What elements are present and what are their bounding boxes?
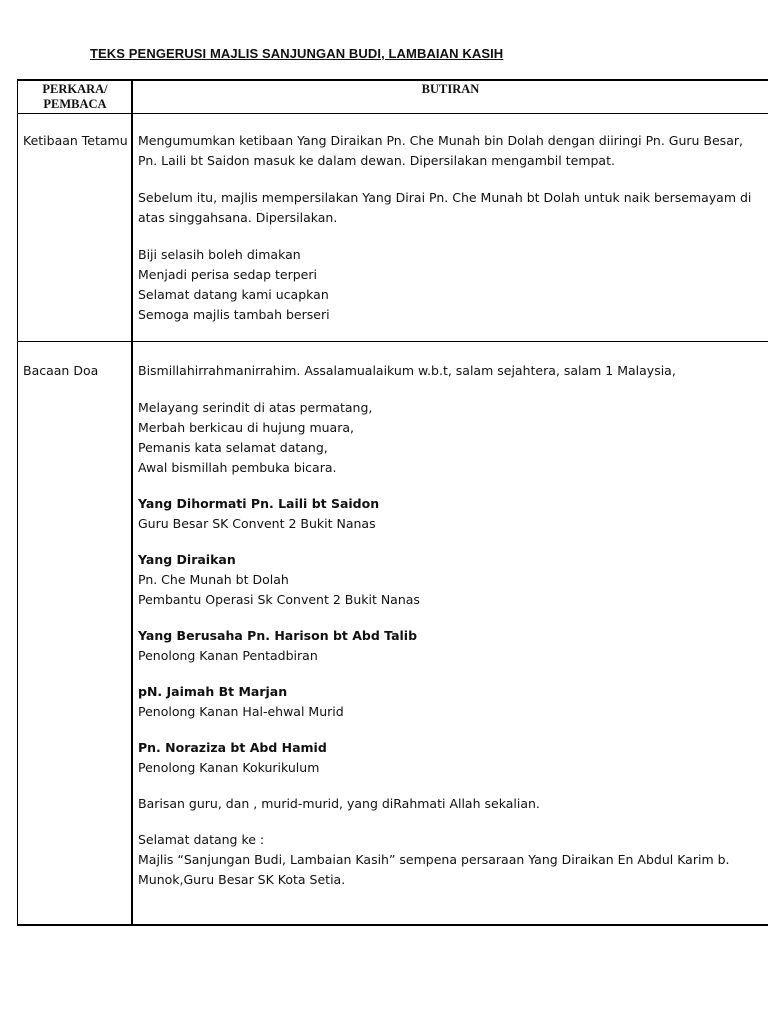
header-col-butiran: BUTIRAN [421, 82, 480, 96]
row-divider [17, 341, 768, 342]
header-row-divider [17, 113, 768, 114]
guest-name: pN. Jaimah Bt Marjan [138, 684, 288, 699]
guest-role: Pembantu Operasi Sk Convent 2 Bukit Nanas [138, 592, 420, 607]
document-title: TEKS PENGERUSI MAJLIS SANJUNGAN BUDI, LAMBAIAN KASIH [90, 46, 504, 61]
guest-role: Penolong Kanan Pentadbiran [138, 648, 318, 663]
table-column-divider [131, 79, 133, 926]
pantun-line: Merbah berkicau di hujung muara, [138, 420, 354, 435]
row-content-bacaan-doa [138, 361, 766, 890]
header-col-perkara: PERKARA/ PEMBACA [42, 82, 108, 111]
guest-role: Guru Besar SK Convent 2 Bukit Nanas [138, 516, 376, 531]
pantun-line: Biji selasih boleh dimakan [138, 247, 301, 262]
paragraph-invitation: Sebelum itu, majlis mempersilakan Yang Dirai Pn. Che Munah bt Dolah untuk naik bersemayam di atas singgahsana. Dipersilakan. [138, 190, 752, 225]
paragraph-greeting: Bismillahirrahmanirrahim. Assalamualaikum w.b.t, salam sejahtera, salam 1 Malaysia, [138, 363, 676, 378]
guest-name: Yang Diraikan [138, 552, 236, 567]
table-border-bottom [17, 924, 768, 926]
guest-name: Yang Dihormati Pn. Laili bt Saidon [138, 496, 380, 511]
table-border-top [17, 79, 768, 81]
pantun-line: Pemanis kata selamat datang, [138, 440, 328, 455]
pantun-line: Menjadi perisa sedap terperi [138, 267, 317, 282]
pantun-line: Awal bismillah pembuka bicara. [138, 460, 337, 475]
guest-role: Penolong Kanan Kokurikulum [138, 760, 320, 775]
table-border-left [17, 79, 18, 926]
pantun-line: Semoga majlis tambah berseri [138, 307, 330, 322]
pantun-line: Selamat datang kami ucapkan [138, 287, 329, 302]
row-label-bacaan-doa: Bacaan Doa [23, 363, 99, 378]
guest-role: Penolong Kanan Hal-ehwal Murid [138, 704, 344, 719]
paragraph-audience: Barisan guru, dan , murid-murid, yang diRahmati Allah sekalian. [138, 796, 540, 811]
paragraph-event: Majlis “Sanjungan Budi, Lambaian Kasih” sempena persaraan Yang Diraikan En Abdul Karim b. Munok,Guru Besar SK Kota Setia. [138, 852, 730, 887]
row-content-ketibaan-tetamu [138, 131, 766, 325]
guest-name: Pn. Noraziza bt Abd Hamid [138, 740, 327, 755]
paragraph-welcome: Selamat datang ke : [138, 832, 265, 847]
row-label-ketibaan-tetamu: Ketibaan Tetamu [23, 133, 128, 148]
guest-name-plain: Pn. Che Munah bt Dolah [138, 572, 289, 587]
pantun-line: Melayang serindit di atas permatang, [138, 400, 373, 415]
guest-name: Yang Berusaha Pn. Harison bt Abd Talib [138, 628, 418, 643]
paragraph-announcement: Mengumumkan ketibaan Yang Diraikan Pn. Che Munah bin Dolah dengan diiringi Pn. Guru Besar, Pn. Laili bt Saidon masuk ke dalam dewan. Dipersilakan mengambil tempat. [138, 133, 743, 168]
